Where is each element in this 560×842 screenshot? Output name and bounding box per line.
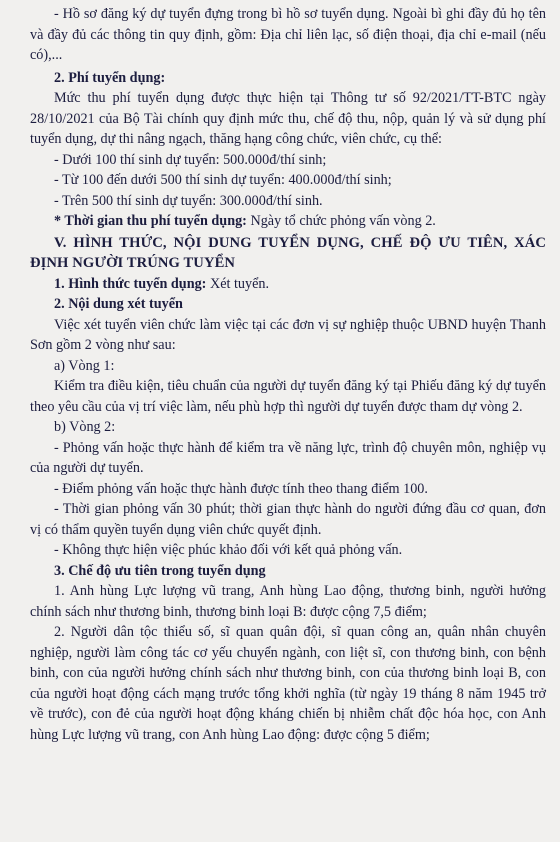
round2-label: b) Vòng 2: bbox=[54, 419, 116, 435]
content-heading: 2. Nội dung xét tuyển bbox=[54, 296, 183, 312]
round2-item-4: - Không thực hiện việc phúc khảo đối với kết quả phỏng vấn. bbox=[54, 542, 403, 558]
round2-item-1: - Phỏng vấn hoặc thực hành để kiểm tra về năng lực, trình độ chuyên môn, nghiệp vụ của người dự tuyển. bbox=[30, 439, 546, 476]
round1-text: Kiểm tra điều kiện, tiêu chuẩn của người dự tuyển đăng ký tại Phiếu đăng ký dự tuyển theo yêu cầu của vị trí việc làm, nếu phù hợp thì người dự tuyển được tham dự vòng 2. bbox=[30, 378, 546, 415]
form-line bbox=[30, 274, 546, 295]
intro-bullet: - Hồ sơ đăng ký dự tuyển đựng trong bì hồ sơ tuyển dụng. Ngoài bì ghi đầy đủ họ tên và đầy đủ các thông tin quy định, gồm: Địa chỉ liên lạc, số điện thoại, địa chỉ e-mail (nếu có),... bbox=[30, 6, 546, 63]
round2-item-2: - Điểm phỏng vấn hoặc thực hành được tính theo thang điểm 100. bbox=[54, 480, 428, 497]
fee-item-3: - Trên 500 thí sinh dự tuyển: 300.000đ/thí sinh. bbox=[54, 192, 323, 209]
round2-item-3: - Thời gian phỏng vấn 30 phút; thời gian thực hành do người đứng đầu cơ quan, đơn vị có thẩm quyền tuyển dụng viên chức quyết định. bbox=[30, 501, 546, 538]
form-label: 1. Hình thức tuyển dụng: bbox=[54, 275, 207, 292]
priority-item-2: 2. Người dân tộc thiểu số, sĩ quan quân đội, sĩ quan công an, quân nhân chuyên nghiệp, người làm công tác cơ yếu chuyển ngành, con liệt sĩ, con thương binh, con bệnh binh, con của người hưởng chính sách như thương binh, con của thương binh loại B, con của người hoạt động cách mạng trước tổng khởi nghĩa (từ ngày 19 tháng 8 năm 1945 trở về trước), con đẻ của người hoạt động kháng chiến bị nhiễm chất độc hóa học, con Anh hùng Lực lượng vũ trang, con Anh hùng Lao động: được cộng 5 điểm; bbox=[30, 624, 546, 743]
section-v-heading: V. HÌNH THỨC, NỘI DUNG TUYỂN DỤNG, CHẾ ĐỘ ƯU TIÊN, XÁC ĐỊNH NGƯỜI TRÚNG TUYỂN bbox=[30, 234, 546, 271]
fee-time-value: Ngày tổ chức phỏng vấn vòng 2. bbox=[246, 213, 436, 229]
round1-label: a) Vòng 1: bbox=[54, 357, 115, 374]
fee-heading: 2. Phí tuyển dụng: bbox=[54, 69, 166, 86]
fee-time bbox=[30, 211, 546, 232]
fee-item-1: - Dưới 100 thí sinh dự tuyển: 500.000đ/thí sinh; bbox=[54, 151, 327, 168]
priority-heading: 3. Chế độ ưu tiên trong tuyển dụng bbox=[54, 562, 266, 579]
form-value: Xét tuyển. bbox=[206, 275, 270, 292]
fee-item-2: - Từ 100 đến dưới 500 thí sinh dự tuyển: 400.000đ/thí sinh; bbox=[54, 172, 392, 188]
fee-text: Mức thu phí tuyển dụng được thực hiện tại Thông tư số 92/2021/TT-BTC ngày 28/10/2021 của Bộ Tài chính quy định mức thu, chế độ thu, nộp, quản lý và sử dụng phí tuyển dụng, dự thi nâng ngạch, thăng hạng công chức, viên chức, cụ thể: bbox=[30, 90, 546, 147]
fee-time-label: * Thời gian thu phí tuyển dụng: bbox=[54, 213, 247, 229]
priority-item-1: 1. Anh hùng Lực lượng vũ trang, Anh hùng Lao động, thương binh, người hưởng chính sách như thương binh, thương binh loại B: được cộng 7,5 điểm; bbox=[30, 583, 546, 620]
content-text: Việc xét tuyển viên chức làm việc tại các đơn vị sự nghiệp thuộc UBND huyện Thanh Sơn gồm 2 vòng như sau: bbox=[30, 316, 546, 353]
